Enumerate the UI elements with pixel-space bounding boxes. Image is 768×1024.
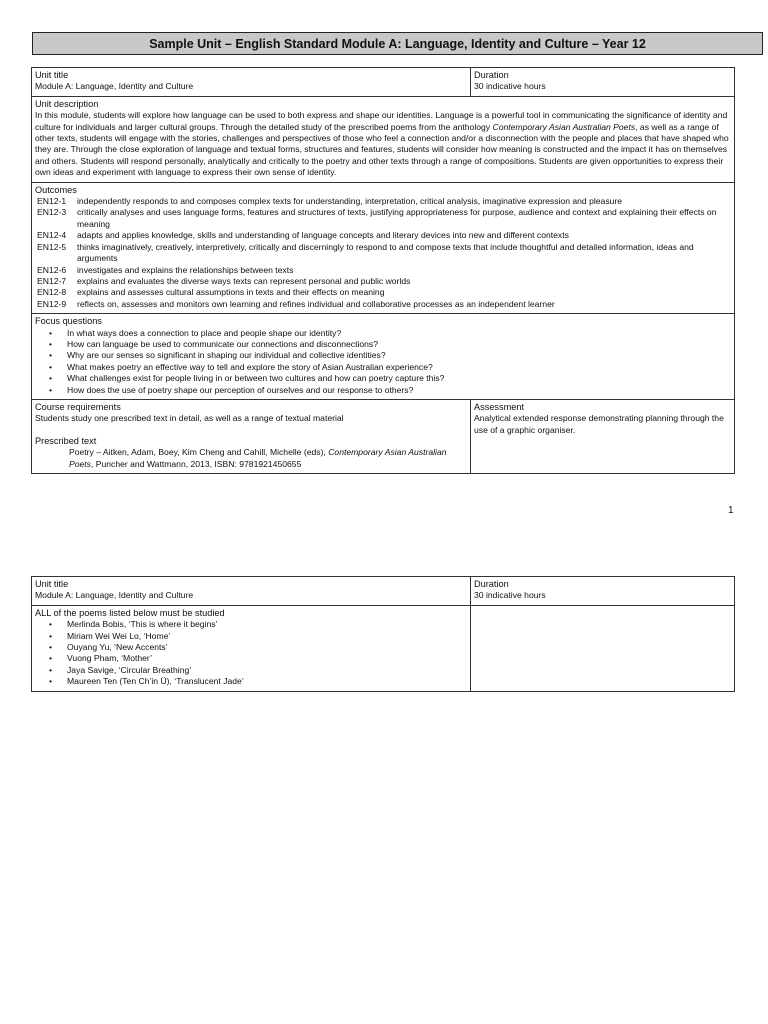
outcome-code: EN12-3	[37, 207, 67, 218]
focus-questions-cell	[32, 314, 735, 400]
focus-questions-row	[32, 314, 735, 400]
outcome-text: independently responds to and composes complex texts for understanding, interpretation, critical analysis, imaginative expression and pleasure	[77, 196, 623, 207]
course-requirements-label: Course requirements	[35, 401, 121, 412]
outcome-item	[35, 207, 731, 230]
prescribed-text-label: Prescribed text	[35, 435, 97, 446]
focus-question-item: • Why are our senses so significant in shaping our individual and collective identities?	[49, 350, 731, 361]
outcome-item	[35, 287, 731, 298]
unit-table-page-2	[31, 576, 735, 692]
outcome-code: EN12-4	[37, 230, 67, 241]
unit-description-cell	[32, 96, 735, 182]
outcome-text: critically analyses and uses language forms, features and structures of texts, justifying appropriateness for purpose, audience and context and explaining their effects on meaning	[77, 207, 717, 229]
duration-label: Duration	[474, 579, 509, 589]
unit-description-text	[35, 110, 731, 178]
outcome-code: EN12-6	[37, 264, 67, 275]
page-number: 1	[728, 505, 734, 516]
unit-description-row	[32, 96, 735, 182]
outcome-item	[35, 276, 731, 287]
focus-question-item: • How does the use of poetry shape our perception of ourselves and our response to others?	[49, 385, 731, 396]
outcome-code: EN12-5	[37, 241, 67, 252]
page-title: Sample Unit – English Standard Module A: Language, Identity and Culture – Year 12	[32, 32, 763, 55]
unit-title-row	[32, 68, 735, 97]
outcome-text: explains and assesses cultural assumptions in texts and their effects on meaning	[77, 287, 385, 298]
unit-description-label: Unit description	[35, 98, 99, 109]
prescribed-text-citation	[35, 447, 467, 470]
prescribed-title: Contemporary Asian Australian Poets	[69, 447, 447, 469]
duration-cell	[471, 577, 735, 606]
duration-value: 30 indicative hours	[474, 81, 546, 92]
outcome-text: adapts and applies knowledge, skills and understanding of language concepts and literary devices into new and different contexts	[77, 230, 569, 241]
poems-intro: ALL of the poems listed below must be studied	[35, 607, 225, 618]
unit-title-cell	[32, 577, 471, 606]
outcome-code: EN12-9	[37, 298, 67, 309]
focus-questions-list	[35, 328, 731, 396]
outcome-item	[35, 242, 731, 265]
prescribed-editors: Poetry – Aitken, Adam, Boey, Kim Cheng and Cahill, Michelle (eds),	[69, 447, 329, 458]
outcome-item	[35, 299, 731, 310]
assessment-cell	[471, 399, 735, 473]
description-part-2: , as well as a range of other texts, students will engage with the stories, challenges and perspectives of those who feel a connection and/or a disconnection with the people and places that have shaped who they are. Through the close exploration of language and textual forms, structures and features, students will consider how meaning is constructed and the impact it has on themselves and others. Students will respond personally, analytically and critically to the poetry and other texts through a range of compositions. Students are given opportunities to express their own ideas and experiment with language to express their own sense of identity.	[35, 121, 729, 178]
assessment-label: Assessment	[474, 401, 525, 412]
duration-cell	[471, 68, 735, 97]
outcome-code: EN12-8	[37, 287, 67, 298]
outcomes-label: Outcomes	[35, 184, 77, 195]
outcome-text: thinks imaginatively, creatively, interpretively, critically and discerningly to respond to and compose texts that include thoughtful and detailed information, ideas and arguments	[77, 241, 694, 264]
prescribed-publisher: , Puncher and Wattmann, 2013, ISBN: 9781921450655	[90, 458, 302, 469]
outcome-item	[35, 230, 731, 241]
unit-title-value: Module A: Language, Identity and Culture	[35, 81, 194, 92]
focus-question-item: • What makes poetry an effective way to tell and explore the story of Asian Australian experience?	[49, 362, 731, 373]
unit-table-page-1	[31, 67, 735, 474]
unit-title-label: Unit title	[35, 579, 69, 589]
focus-question-item: • How can language be used to communicate our connections and disconnections?	[49, 339, 731, 350]
unit-title-label: Unit title	[35, 70, 69, 80]
poem-item: • Jaya Savige, ‘Circular Breathing’	[49, 665, 467, 676]
poem-item: • Maureen Ten (Ten Ch’in Ü), ‘Translucent Jade’	[49, 676, 467, 687]
poems-list	[35, 619, 467, 687]
course-requirements-cell	[32, 399, 471, 473]
focus-questions-label: Focus questions	[35, 316, 102, 327]
outcome-item	[35, 265, 731, 276]
outcome-text: reflects on, assesses and monitors own learning and refines individual and collaborative processes as an independent learner	[77, 298, 555, 309]
outcomes-list	[35, 196, 731, 310]
outcome-code: EN12-7	[37, 275, 67, 286]
poem-item: • Ouyang Yu, ‘New Accents’	[49, 642, 467, 653]
course-assessment-row	[32, 399, 735, 473]
course-requirements-value: Students study one prescribed text in detail, as well as a range of textual material	[35, 413, 344, 424]
duration-value: 30 indicative hours	[474, 590, 546, 601]
duration-label: Duration	[474, 70, 509, 80]
outcome-text: explains and evaluates the diverse ways texts can represent personal and public worlds	[77, 275, 411, 286]
unit-title-cell	[32, 68, 471, 97]
focus-question-item: • In what ways does a connection to place and people shape our identity?	[49, 328, 731, 339]
poem-item: • Vuong Pham, ‘Mother’	[49, 653, 467, 664]
empty-cell	[471, 605, 735, 691]
outcome-code: EN12-1	[37, 196, 67, 207]
poem-item: • Merlinda Bobis, ‘This is where it begins’	[49, 619, 467, 630]
assessment-value: Analytical extended response demonstrating planning through the use of a graphic organiser.	[474, 413, 724, 435]
poems-row	[32, 605, 735, 691]
outcome-text: investigates and explains the relationships between texts	[77, 264, 294, 275]
outcomes-cell	[32, 182, 735, 313]
description-anthology-title: Contemporary Asian Australian Poets	[492, 121, 636, 132]
unit-title-value: Module A: Language, Identity and Culture	[35, 590, 194, 601]
focus-question-item: • What challenges exist for people living in or between two cultures and how can poetry capture this?	[49, 373, 731, 384]
poems-cell	[32, 605, 471, 691]
outcome-item	[35, 196, 731, 207]
poem-item: • Miriam Wei Wei Lo, ‘Home’	[49, 631, 467, 642]
description-part-1: In this module, students will explore how language can be used to both express and shape our identities. Language is a powerful tool in communicating the significance of identity and culture for individuals and larger cultural groups. Through the detailed study of the prescribed poems from the anthology	[35, 110, 728, 132]
unit-title-row	[32, 577, 735, 606]
outcomes-row	[32, 182, 735, 313]
